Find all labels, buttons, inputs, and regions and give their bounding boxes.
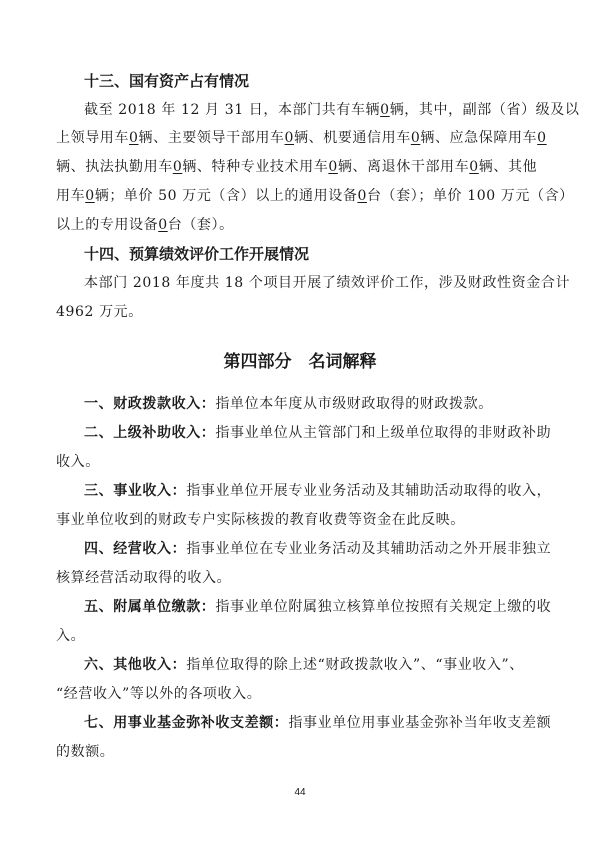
term-label: 六、其他收入： <box>84 657 187 673</box>
section-14-line-1: 本部门 2018 年度共 18 个项目开展了绩效评价工作，涉及财政性资金合计 <box>84 275 571 291</box>
term-label: 四、经营收入： <box>84 541 187 557</box>
term-label: 七、用事业基金弥补收支差额： <box>84 715 289 731</box>
term-label: 一、财政拨款收入： <box>84 396 216 412</box>
section-13-line-1: 截至 2018 年 12 月 31 日，本部门共有车辆0辆，其中，副部（省）级及以 <box>84 102 580 118</box>
term-5: 五、附属单位缴款：指事业单位附属独立核算单位按照有关规定上缴的收 <box>84 599 552 615</box>
term-2-cont: 收入。 <box>56 454 100 470</box>
term-5-cont: 入。 <box>56 628 86 644</box>
section-14-heading: 十四、预算绩效评价工作开展情况 <box>84 245 310 263</box>
section-13-heading: 十三、国有资产占有情况 <box>84 72 250 90</box>
term-6: 六、其他收入：指单位取得的除上述“财政拨款收入”、“事业收入”、 <box>84 657 524 673</box>
term-label: 二、上级补助收入： <box>84 425 216 441</box>
section-13-line-5: 以上的专用设备0台（套）。 <box>56 217 234 233</box>
term-label: 五、附属单位缴款： <box>84 599 216 615</box>
section-13-line-3: 辆、执法执勤用车0辆、特种专业技术用车0辆、离退休干部用车0辆、其他 <box>56 159 538 175</box>
part-4-title: 第四部分 名词解释 <box>223 352 377 372</box>
section-13-line-4: 用车0辆；单价 50 万元（含）以上的通用设备0台（套）；单价 100 万元（含） <box>56 188 574 204</box>
term-6-cont: “经营收入”等以外的各项收入。 <box>56 686 262 702</box>
section-14-line-2: 4962 万元。 <box>56 304 143 320</box>
term-3: 三、事业收入：指事业单位开展专业业务活动及其辅助活动取得的收入， <box>84 483 552 499</box>
page-number: 44 <box>294 787 306 798</box>
term-1: 一、财政拨款收入：指单位本年度从市级财政取得的财政拨款。 <box>84 396 493 412</box>
term-2: 二、上级补助收入：指事业单位从主管部门和上级单位取得的非财政补助 <box>84 425 552 441</box>
term-4: 四、经营收入：指事业单位在专业业务活动及其辅助活动之外开展非独立 <box>84 541 552 557</box>
term-label: 三、事业收入： <box>84 483 187 499</box>
section-13-line-2: 上领导用车0辆、主要领导干部用车0辆、机要通信用车0辆、应急保障用车0 <box>56 130 547 146</box>
term-7: 七、用事业基金弥补收支差额：指事业单位用事业基金弥补当年收支差额 <box>84 715 552 731</box>
term-7-cont: 的数额。 <box>56 744 115 760</box>
term-3-cont: 事业单位收到的财政专户实际核拨的教育收费等资金在此反映。 <box>56 512 465 528</box>
term-4-cont: 核算经营活动取得的收入。 <box>56 570 232 586</box>
